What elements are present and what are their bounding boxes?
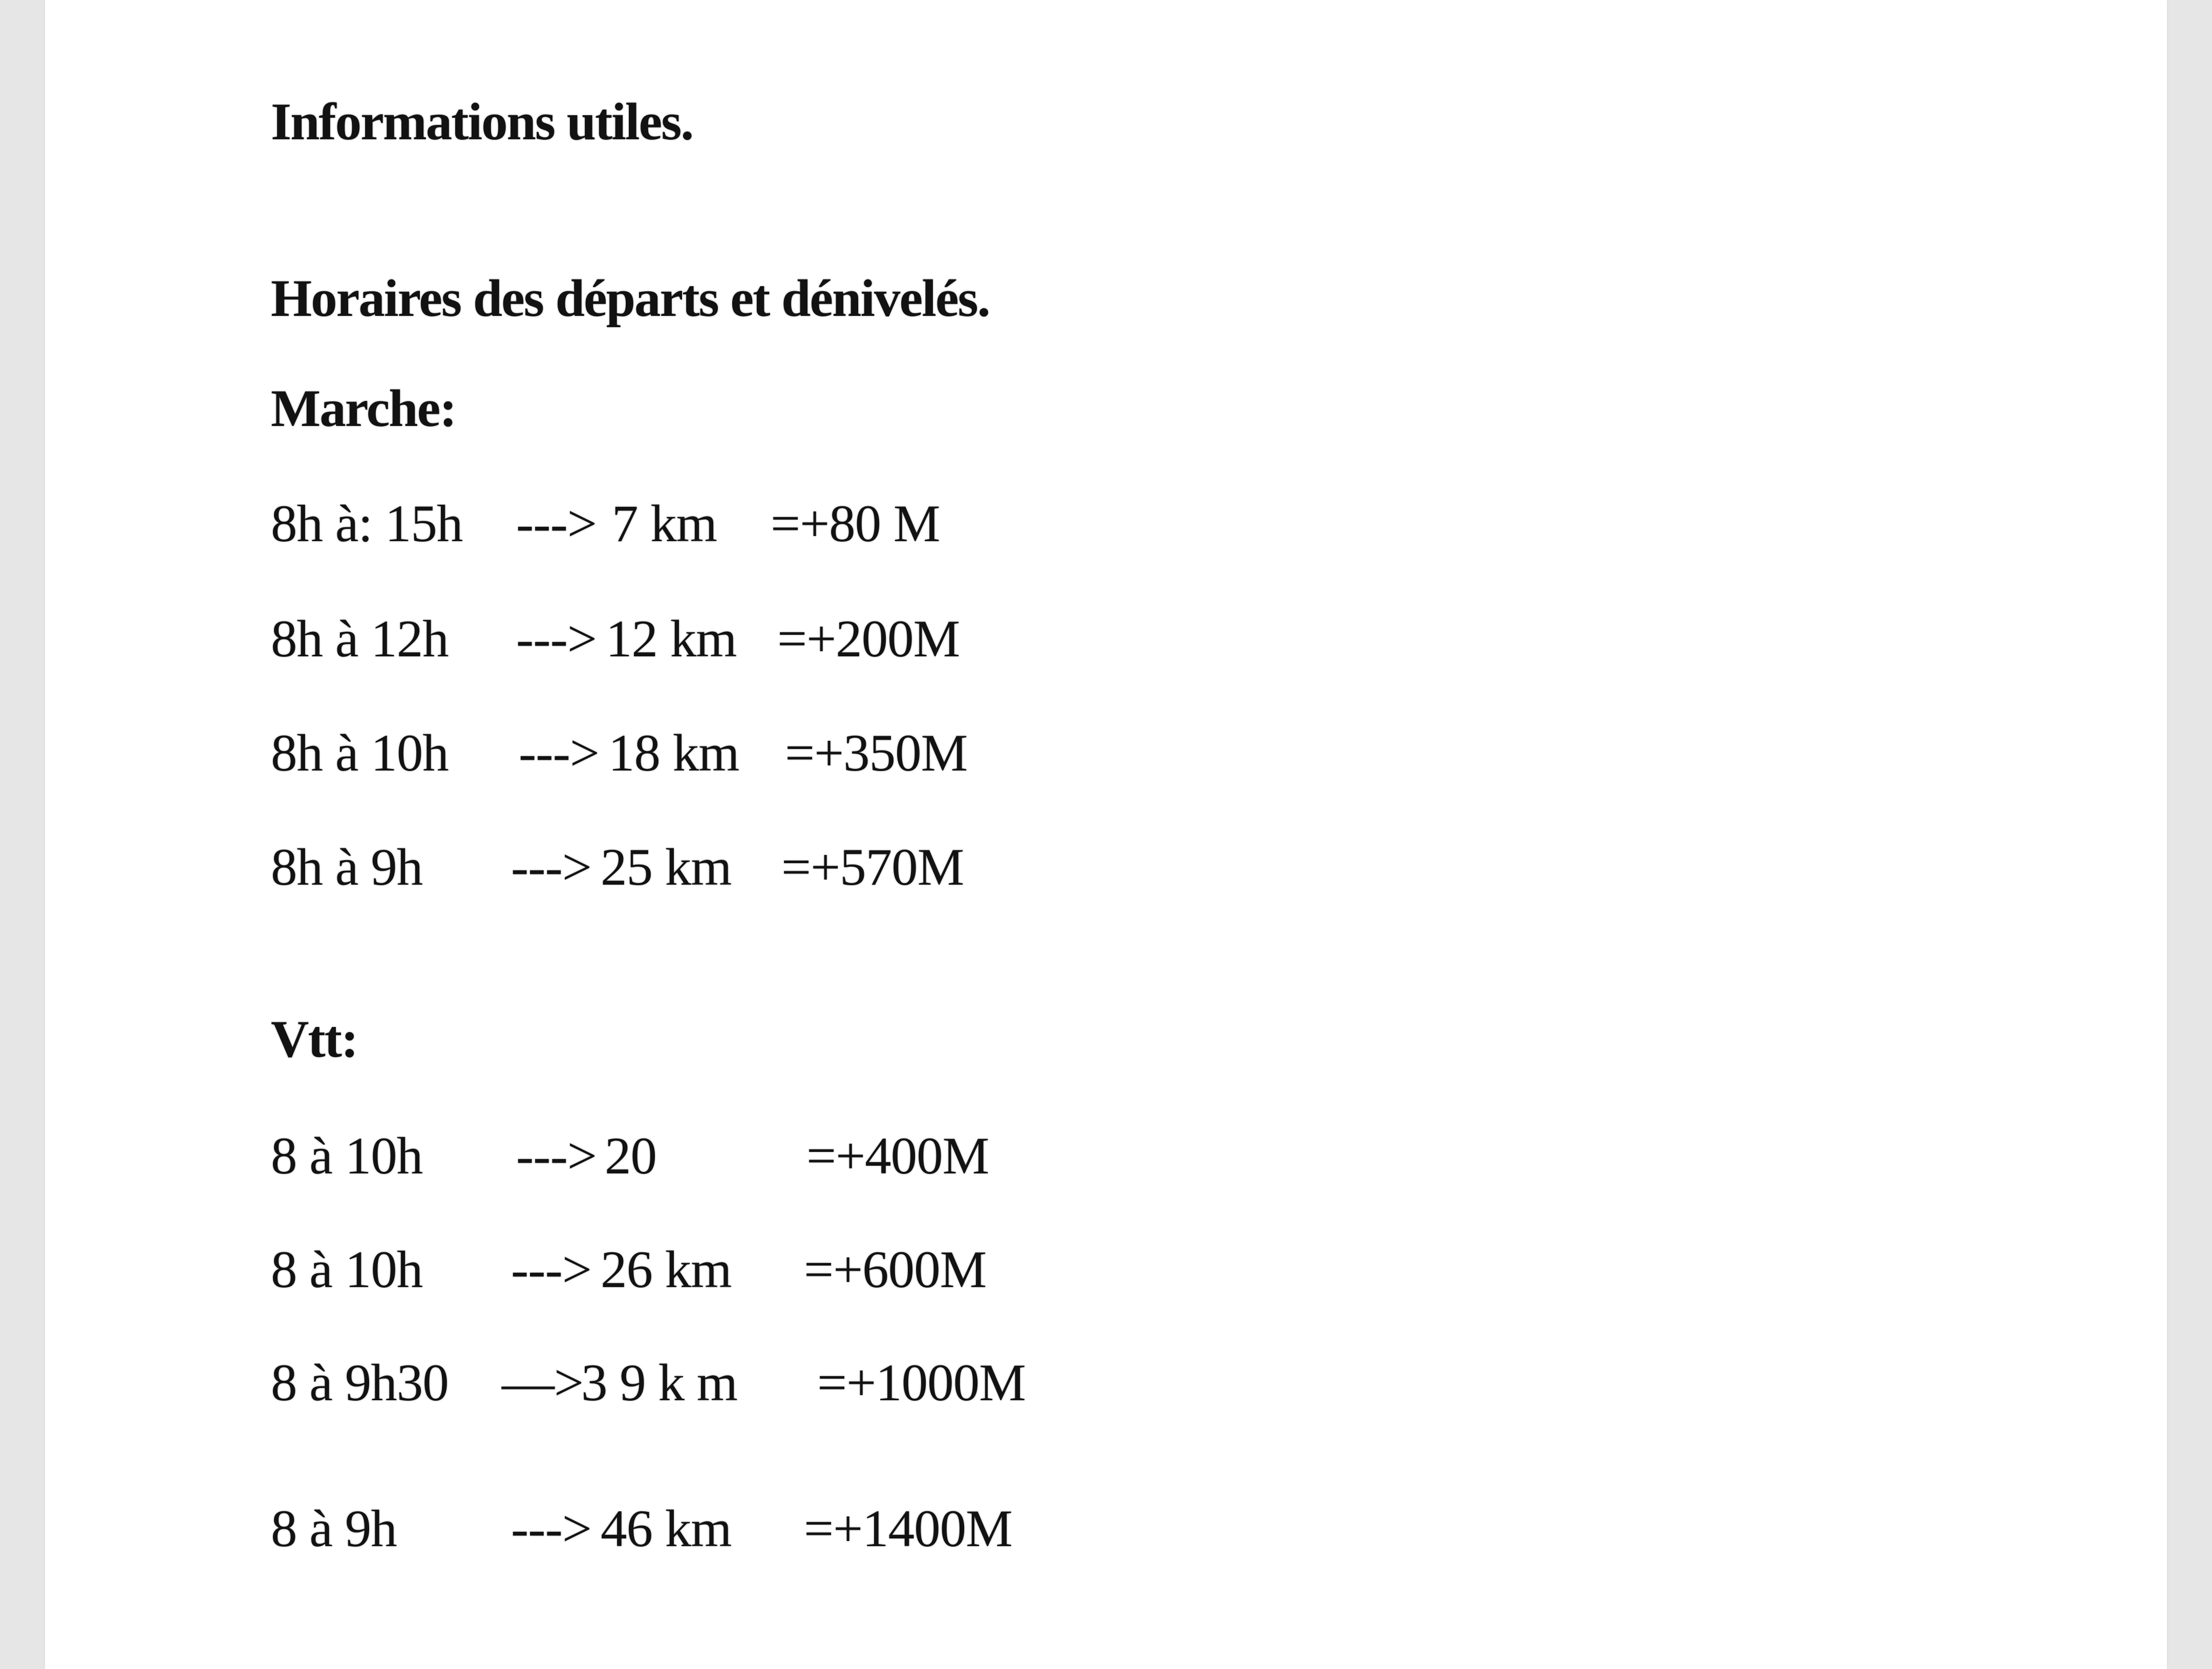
vtt-row-3-time: 8 à 9h30: [271, 1354, 449, 1412]
vtt-row-4-elevation: =+1400M: [804, 1500, 1012, 1558]
marche-row-4-distance: 25 km: [601, 838, 732, 896]
section-heading-marche: Marche:: [271, 379, 456, 438]
marche-row-1-arrow: --->: [516, 495, 597, 553]
vtt-row-3-elevation: =+1000M: [817, 1354, 1026, 1412]
vtt-row-3-distance: 3 9 k m: [581, 1354, 737, 1412]
marche-row-1-elevation: =+80 M: [771, 495, 940, 553]
vtt-row-2-arrow: --->: [511, 1240, 591, 1299]
marche-row-3-time: 8h à 10h: [271, 724, 449, 782]
section-heading-horaires: Horaires des départs et dénivelés.: [271, 269, 990, 328]
vtt-row-2-time: 8 à 10h: [271, 1240, 423, 1299]
vtt-row-2-elevation: =+600M: [804, 1240, 987, 1299]
vtt-row-1-elevation: =+400M: [806, 1127, 989, 1185]
vtt-row-4-time: 8 à 9h: [271, 1500, 397, 1558]
vtt-row-1-distance: 20: [605, 1127, 656, 1185]
vtt-row-3-arrow: —>: [502, 1354, 584, 1412]
marche-row-2-distance: 12 km: [606, 610, 737, 668]
marche-row-3-distance: 18 km: [608, 724, 739, 782]
marche-row-1-distance: 7 km: [612, 495, 717, 553]
marche-row-4-arrow: --->: [511, 838, 591, 896]
vtt-row-4-distance: 46 km: [601, 1500, 732, 1558]
section-heading-vtt: Vtt:: [271, 1010, 358, 1068]
vtt-row-2-distance: 26 km: [601, 1240, 732, 1299]
marche-row-4-elevation: =+570M: [781, 838, 964, 896]
marche-row-4-time: 8h à 9h: [271, 838, 423, 896]
marche-row-2-arrow: --->: [516, 610, 597, 668]
document-page: [45, 0, 2167, 1669]
vtt-row-4-arrow: --->: [511, 1500, 591, 1558]
marche-row-2-elevation: =+200M: [777, 610, 960, 668]
marche-row-1-time: 8h à: 15h: [271, 495, 463, 553]
marche-row-2-time: 8h à 12h: [271, 610, 449, 668]
page-title: Informations utiles.: [271, 93, 693, 151]
marche-row-3-arrow: --->: [519, 724, 599, 782]
vtt-row-1-time: 8 à 10h: [271, 1127, 423, 1185]
vtt-row-1-arrow: --->: [516, 1127, 597, 1185]
marche-row-3-elevation: =+350M: [785, 724, 968, 782]
